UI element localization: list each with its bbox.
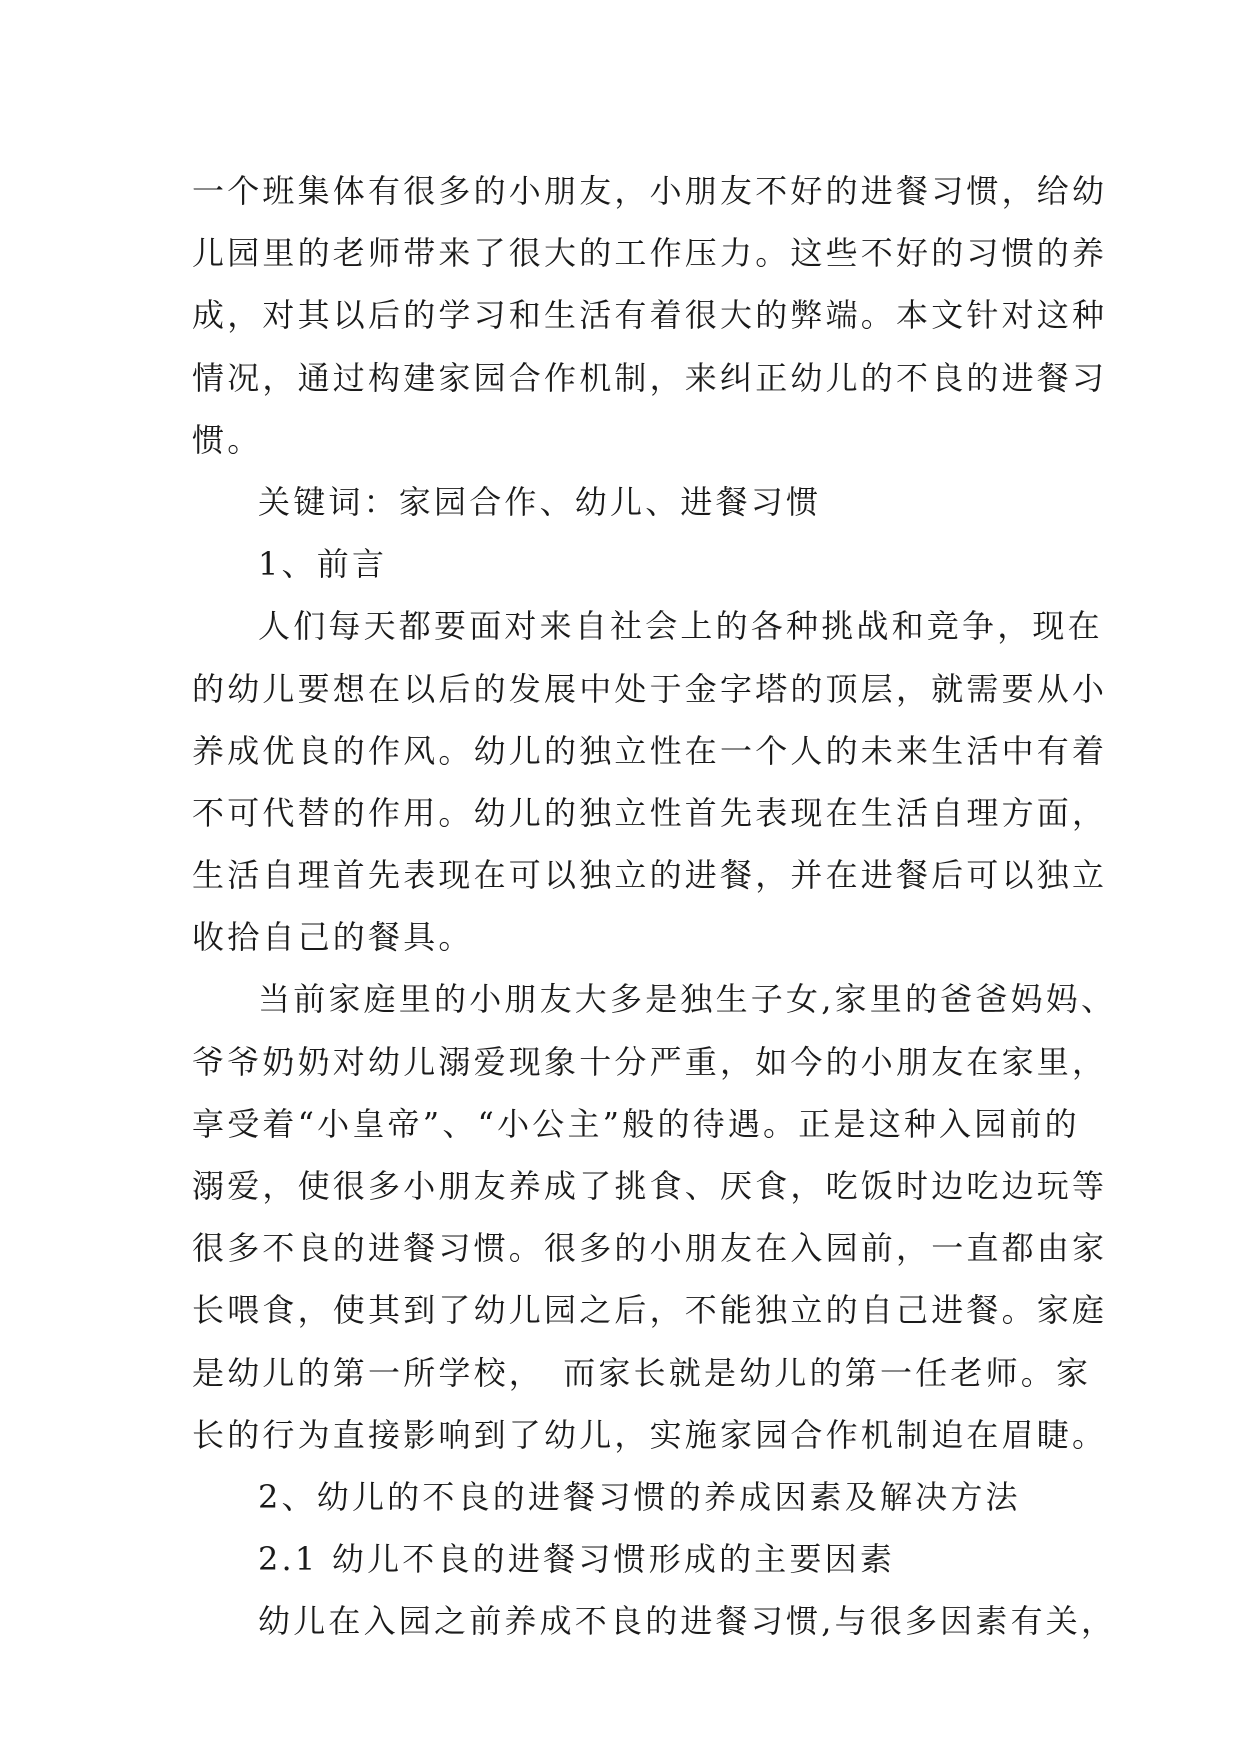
text-line: 生活自理首先表现在可以独立的进餐，并在进餐后可以独立 xyxy=(192,856,1108,895)
keywords-line: 关键词：家园合作、幼儿、进餐习惯 xyxy=(258,482,822,521)
text-line: 幼儿在入园之前养成不良的进餐习惯,与很多因素有关， xyxy=(258,1602,1117,1641)
text-line: 是幼儿的第一所学校， 而家长就是幼儿的第一任老师。家 xyxy=(192,1353,1092,1392)
text-line: 收拾自己的餐具。 xyxy=(192,918,474,957)
text-line: 儿园里的老师带来了很大的工作压力。这些不好的习惯的养 xyxy=(192,234,1108,273)
text-line: 惯。 xyxy=(192,420,263,459)
section-heading: 1、前言 xyxy=(258,545,388,584)
text-line: 爷爷奶奶对幼儿溺爱现象十分严重，如今的小朋友在家里， xyxy=(192,1042,1108,1081)
text-line: 人们每天都要面对来自社会上的各种挑战和竞争，现在 xyxy=(258,607,1103,646)
text-line: 很多不良的进餐习惯。很多的小朋友在入园前，一直都由家 xyxy=(192,1229,1108,1268)
text-line: 的幼儿要想在以后的发展中处于金字塔的顶层，就需要从小 xyxy=(192,669,1108,708)
text-line: 养成优良的作风。幼儿的独立性在一个人的未来生活中有着 xyxy=(192,731,1108,770)
section-heading: 2、幼儿的不良的进餐习惯的养成因素及解决方法 xyxy=(258,1477,1021,1516)
body-text xyxy=(192,160,1117,1653)
text-line: 长喂食，使其到了幼儿园之后，不能独立的自己进餐。家庭 xyxy=(192,1291,1108,1330)
text-line: 长的行为直接影响到了幼儿，实施家园合作机制迫在眉睫。 xyxy=(192,1415,1108,1454)
text-line: 成，对其以后的学习和生活有着很大的弊端。本文针对这种 xyxy=(192,296,1108,335)
text-line: 不可代替的作用。幼儿的独立性首先表现在生活自理方面， xyxy=(192,793,1108,832)
text-line: 一个班集体有很多的小朋友，小朋友不好的进餐习惯，给幼 xyxy=(192,172,1108,210)
text-line: 当前家庭里的小朋友大多是独生子女,家里的爸爸妈妈、 xyxy=(258,980,1117,1019)
subsection-heading: 2.1 幼儿不良的进餐习惯形成的主要因素 xyxy=(258,1540,896,1579)
text-line: 情况，通过构建家园合作机制，来纠正幼儿的不良的进餐习 xyxy=(192,358,1108,397)
text-line: 享受着“小皇帝”、“小公主”般的待遇。正是这种入园前的 xyxy=(192,1104,1080,1143)
text-line: 溺爱，使很多小朋友养成了挑食、厌食，吃饭时边吃边玩等 xyxy=(192,1167,1108,1205)
